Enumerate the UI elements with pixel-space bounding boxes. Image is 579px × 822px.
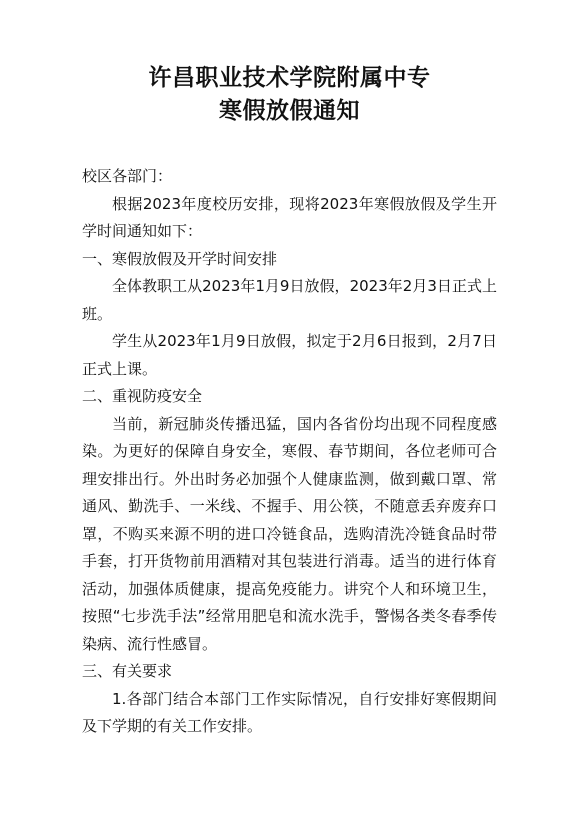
epidemic-safety-paragraph: 当前，新冠肺炎传播迅猛，国内各省份均出现不同程度感染。为更好的保障自身安全，寒假、春节期间，各位老师可合理安排出行。外出时务必加强个人健康监测，做到戴口罩、常通风、勤洗手、一米线、不握手、用公筷，不随意丢弃废弃口罩，不购买来源不明的进口冷链食品，选购清洗冷链食品时带手套，打开货物前用酒精对其包装进行消毒。适当的进行体育活动，加强体质健康，提高免疫能力。讲究个人和环境卫生，按照“七步洗手法”经常用肥皂和流水洗手，警惕各类冬春季传染病、流行性感冒。 [82,414,497,653]
section1-heading: 一、寒假放假及开学时间安排 [82,249,278,268]
staff-schedule-paragraph: 全体教职工从2023年1月9日放假，2023年2月3日正式上班。 [82,277,497,323]
document-subtitle: 寒假放假通知 [219,98,360,124]
document-title: 许昌职业技术学院附属中专 [148,65,431,91]
salutation: 校区各部门： [82,167,173,185]
requirement-item-1: 1.各部门结合本部门工作实际情况，自行安排好寒假期间及下学期的有关工作安排。 [82,689,497,735]
student-schedule-paragraph: 学生从2023年1月9日放假，拟定于2月6日报到，2月7日正式上课。 [82,332,497,378]
intro-paragraph: 根据2023年度校历安排，现将2023年寒假放假及学生开学时间通知如下： [82,194,497,240]
section3-heading: 三、有关要求 [82,662,173,680]
section2-heading: 二、重视防疫安全 [82,387,203,405]
